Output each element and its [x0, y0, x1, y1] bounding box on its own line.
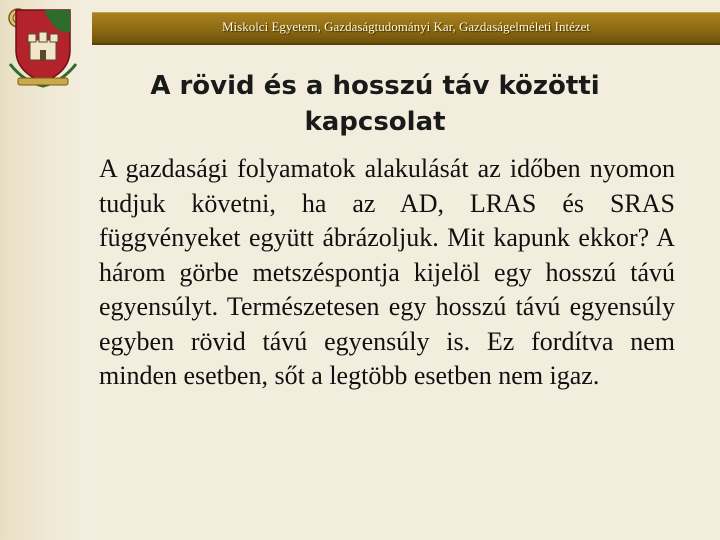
university-crest-icon [4, 2, 80, 88]
slide-body-text: A gazdasági folyamatok alakulását az időben nyomon tudjuk követni, ha az AD, LRAS és SRAS függvényeket együtt ábrázoljuk. Mit kapunk ekkor? A három görbe metszéspontja kijelöl egy hosszú távú egyensúlyt. Természetesen egy hosszú távú egyensúly egyben rövid távú egyensúly is. Ez fordítva nem minden esetben, sőt a legtöbb esetben nem igaz. [99, 154, 675, 390]
header-institution: Miskolci Egyetem, Gazdaságtudományi Kar, Gazdaságelméleti Intézet [221, 19, 591, 34]
slide-title: A rövid és a hosszú táv közötti kapcsolat [150, 71, 600, 137]
